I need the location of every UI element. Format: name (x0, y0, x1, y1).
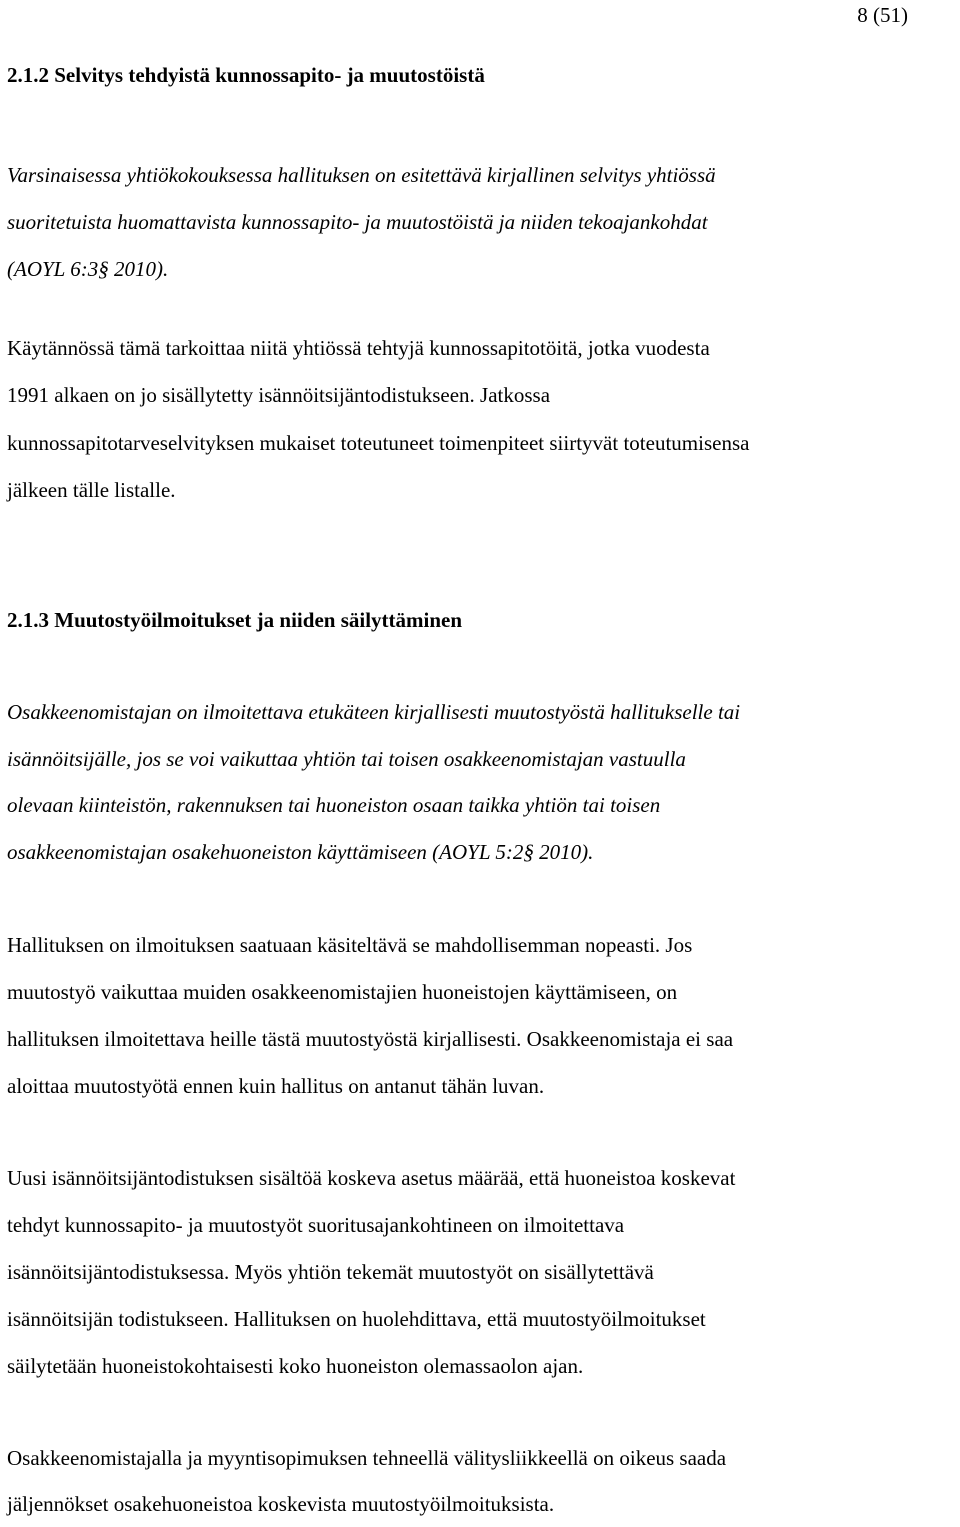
paragraph-body (7, 325, 957, 514)
paragraph-line: Uusi isännöitsijäntodistuksen sisältöä koskeva asetus määrää, että huoneistoa koskevat (7, 1166, 736, 1190)
paragraph-line: jäljennökset osakehuoneistoa koskevista muutostyöilmoituksista. (7, 1492, 555, 1516)
paragraph-line: kunnossapitotarveselvityksen mukaiset toteutuneet toimenpiteet siirtyvät toteutumisensa (7, 430, 750, 455)
paragraph-line: 1991 alkaen on jo sisällytetty isännöitsijäntodistukseen. Jatkossa (7, 383, 551, 408)
section-heading-2-1-3: 2.1.3 Muutostyöilmoitukset ja niiden säilyttäminen (7, 608, 463, 632)
paragraph-line: suoritetuista huomattavista kunnossapito- ja muutostöistä ja niiden tekoajankohdat (7, 210, 708, 234)
paragraph-body (7, 1155, 957, 1390)
paragraph-line: säilytetään huoneistokohtaisesti koko huoneiston olemassaolon ajan. (7, 1354, 584, 1378)
paragraph-body (7, 1435, 957, 1527)
paragraph-line: aloittaa muutostyötä ennen kuin hallitus on antanut tähän luvan. (7, 1074, 545, 1098)
paragraph-line: isännöitsijäntodistuksessa. Myös yhtiön tekemät muutostyöt on sisällytettävä (7, 1260, 654, 1284)
paragraph-line: Käytännössä tämä tarkoittaa niitä yhtiössä tehtyjä kunnossapitotöitä, jotka vuodesta (7, 336, 710, 360)
paragraph-line: isännöitsijälle, jos se voi vaikuttaa yhtiön tai toisen osakkeenomistajan vastuulla (7, 746, 686, 771)
paragraph-line: hallituksen ilmoitettava heille tästä muutostyöstä kirjallisesti. Osakkeenomistaja ei saa (7, 1027, 734, 1051)
paragraph-line: isännöitsijän todistukseen. Hallituksen on huolehdittava, että muutostyöilmoitukset (7, 1307, 706, 1331)
paragraph-line: muutostyö vaikuttaa muiden osakkeenomistajien huoneistojen käyttämiseen, on (7, 980, 678, 1004)
page-number: 8 (51) (857, 3, 908, 27)
paragraph-line: Osakkeenomistajalla ja myyntisopimuksen tehneellä välitysliikkeellä on oikeus saada (7, 1446, 727, 1470)
paragraph-line: tehdyt kunnossapito- ja muutostyöt suoritusajankohtineen on ilmoitettava (7, 1213, 625, 1237)
section-heading-2-1-2: 2.1.2 Selvitys tehdyistä kunnossapito- ja muutostöistä (7, 63, 485, 87)
paragraph-line: Varsinaisessa yhtiökokouksessa hallituksen on esitettävä kirjallinen selvitys yhtiössä (7, 163, 716, 187)
paragraph-line: jälkeen tälle listalle. (7, 477, 176, 502)
paragraph-body (7, 922, 957, 1110)
paragraph-line: Osakkeenomistajan on ilmoitettava etukäteen kirjallisesti muutostyöstä hallitukselle tai (7, 700, 741, 724)
paragraph-legal-text (7, 152, 957, 293)
paragraph-line: olevaan kiinteistön, rakennuksen tai huoneiston osaan taikka yhtiön tai toisen (7, 793, 661, 817)
paragraph-line: Hallituksen on ilmoituksen saatuaan käsiteltävä se mahdollisemman nopeasti. Jos (7, 933, 693, 957)
paragraph-line: (AOYL 6:3§ 2010). (7, 257, 169, 281)
paragraph-line: osakkeenomistajan osakehuoneiston käyttämiseen (AOYL 5:2§ 2010). (7, 839, 594, 864)
paragraph-legal-text (7, 689, 957, 875)
